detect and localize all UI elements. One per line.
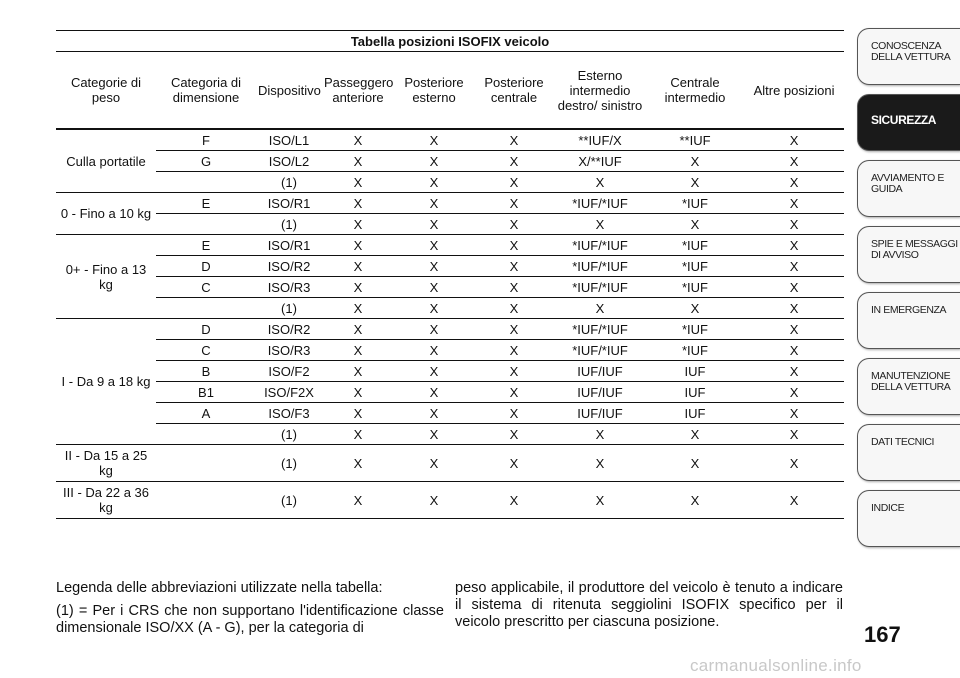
header-other-positions: Altre posizioni	[744, 52, 844, 130]
cell-other-positions: X	[744, 340, 844, 361]
sidebar-tab-avviamento[interactable]	[857, 160, 960, 217]
cell-size-category	[156, 482, 256, 519]
cell-other-positions: X	[744, 151, 844, 172]
table-row	[56, 340, 844, 361]
cell-other-positions: X	[744, 403, 844, 424]
cell-device: (1)	[256, 172, 322, 193]
cell-rear-center: X	[474, 129, 554, 151]
cell-center-intermediate: X	[646, 445, 744, 482]
cell-size-category	[156, 214, 256, 235]
cell-rear-center: X	[474, 382, 554, 403]
page-number: 167	[864, 622, 901, 647]
cell-device: (1)	[256, 482, 322, 519]
cell-size-category: F	[156, 129, 256, 151]
cell-front-passenger: X	[322, 445, 394, 482]
cell-center-intermediate: IUF	[646, 403, 744, 424]
cell-front-passenger: X	[322, 256, 394, 277]
legend-right-column	[455, 580, 843, 637]
cell-rear-center: X	[474, 424, 554, 445]
header-outer-intermediate: Esterno intermedio destro/ sinistro	[554, 52, 646, 130]
table-row	[56, 235, 844, 256]
cell-device: (1)	[256, 298, 322, 319]
cell-center-intermediate: IUF	[646, 382, 744, 403]
cell-other-positions: X	[744, 482, 844, 519]
table-row	[56, 277, 844, 298]
cell-rear-outer: X	[394, 129, 474, 151]
cell-front-passenger: X	[322, 277, 394, 298]
cell-front-passenger: X	[322, 403, 394, 424]
cell-front-passenger: X	[322, 214, 394, 235]
chapter-sidebar	[857, 28, 960, 556]
cell-rear-outer: X	[394, 340, 474, 361]
cell-device: ISO/L1	[256, 129, 322, 151]
table-row	[56, 424, 844, 445]
weight-category-cell: II - Da 15 a 25 kg	[56, 445, 156, 482]
cell-outer-intermediate: **IUF/X	[554, 129, 646, 151]
cell-size-category	[156, 172, 256, 193]
cell-device: ISO/R2	[256, 319, 322, 340]
cell-rear-center: X	[474, 277, 554, 298]
cell-rear-outer: X	[394, 256, 474, 277]
cell-center-intermediate: **IUF	[646, 129, 744, 151]
cell-size-category: E	[156, 235, 256, 256]
legend-note-part1: (1) = Per i CRS che non supportano l'identificazione classe dimensionale ISO/XX (A - G), per la categoria di	[56, 603, 444, 636]
table-row	[56, 319, 844, 340]
cell-center-intermediate: *IUF	[646, 256, 744, 277]
cell-front-passenger: X	[322, 424, 394, 445]
cell-device: ISO/R3	[256, 277, 322, 298]
sidebar-tab-indice[interactable]	[857, 490, 960, 547]
cell-other-positions: X	[744, 361, 844, 382]
cell-rear-center: X	[474, 151, 554, 172]
cell-rear-outer: X	[394, 445, 474, 482]
table-row	[56, 151, 844, 172]
cell-front-passenger: X	[322, 129, 394, 151]
cell-other-positions: X	[744, 172, 844, 193]
cell-rear-center: X	[474, 298, 554, 319]
cell-device: ISO/L2	[256, 151, 322, 172]
cell-other-positions: X	[744, 445, 844, 482]
header-rear-outer: Posteriore esterno	[394, 52, 474, 130]
cell-outer-intermediate: X	[554, 298, 646, 319]
cell-rear-center: X	[474, 403, 554, 424]
cell-rear-center: X	[474, 193, 554, 214]
cell-other-positions: X	[744, 298, 844, 319]
cell-front-passenger: X	[322, 193, 394, 214]
cell-center-intermediate: X	[646, 298, 744, 319]
sidebar-tab-label: MANUTENZIONE DELLA VETTURA	[871, 370, 951, 393]
cell-front-passenger: X	[322, 382, 394, 403]
cell-front-passenger: X	[322, 361, 394, 382]
cell-rear-center: X	[474, 214, 554, 235]
header-size-category: Categoria di dimensione	[156, 52, 256, 130]
cell-rear-center: X	[474, 482, 554, 519]
cell-front-passenger: X	[322, 298, 394, 319]
header-device: Dispositivo	[256, 52, 322, 130]
cell-rear-outer: X	[394, 151, 474, 172]
cell-device: ISO/R3	[256, 340, 322, 361]
sidebar-tab-label: DATI TECNICI	[871, 436, 935, 448]
cell-outer-intermediate: *IUF/*IUF	[554, 193, 646, 214]
cell-outer-intermediate: IUF/IUF	[554, 382, 646, 403]
cell-center-intermediate: X	[646, 172, 744, 193]
cell-outer-intermediate: X	[554, 445, 646, 482]
cell-rear-outer: X	[394, 298, 474, 319]
isofix-positions-table	[56, 30, 844, 519]
cell-outer-intermediate: X	[554, 482, 646, 519]
cell-center-intermediate: *IUF	[646, 340, 744, 361]
cell-rear-outer: X	[394, 172, 474, 193]
cell-rear-center: X	[474, 340, 554, 361]
cell-other-positions: X	[744, 277, 844, 298]
table-row	[56, 403, 844, 424]
legend-left-column	[56, 580, 444, 643]
table-row	[56, 172, 844, 193]
cell-other-positions: X	[744, 129, 844, 151]
cell-front-passenger: X	[322, 319, 394, 340]
cell-size-category: B	[156, 361, 256, 382]
weight-category-cell: III - Da 22 a 36 kg	[56, 482, 156, 519]
cell-front-passenger: X	[322, 340, 394, 361]
cell-center-intermediate: X	[646, 214, 744, 235]
cell-rear-outer: X	[394, 382, 474, 403]
cell-rear-center: X	[474, 361, 554, 382]
weight-category-cell: 0+ - Fino a 13 kg	[56, 235, 156, 319]
cell-size-category: D	[156, 319, 256, 340]
cell-device: ISO/F3	[256, 403, 322, 424]
cell-size-category	[156, 424, 256, 445]
cell-other-positions: X	[744, 235, 844, 256]
sidebar-tab-dati[interactable]	[857, 424, 960, 481]
sidebar-tab-label: IN EMERGENZA	[871, 304, 947, 316]
cell-device: ISO/R2	[256, 256, 322, 277]
cell-rear-outer: X	[394, 424, 474, 445]
table-row	[56, 214, 844, 235]
cell-outer-intermediate: X	[554, 214, 646, 235]
cell-front-passenger: X	[322, 151, 394, 172]
sidebar-tab-in[interactable]	[857, 292, 960, 349]
cell-size-category: D	[156, 256, 256, 277]
cell-center-intermediate: X	[646, 424, 744, 445]
watermark: carmanualsonline.info	[690, 656, 862, 675]
sidebar-tab-label: AVVIAMENTO E GUIDA	[871, 172, 944, 195]
cell-size-category: C	[156, 277, 256, 298]
sidebar-tab-label: SPIE E MESSAGGI DI AVVISO	[871, 238, 958, 261]
table-row	[56, 298, 844, 319]
table-row	[56, 361, 844, 382]
sidebar-tab-label: CONOSCENZA DELLA VETTURA	[871, 40, 951, 63]
cell-other-positions: X	[744, 319, 844, 340]
cell-outer-intermediate: *IUF/*IUF	[554, 340, 646, 361]
cell-rear-center: X	[474, 172, 554, 193]
sidebar-tab-spie[interactable]	[857, 226, 960, 283]
cell-rear-center: X	[474, 319, 554, 340]
cell-center-intermediate: *IUF	[646, 193, 744, 214]
cell-front-passenger: X	[322, 235, 394, 256]
sidebar-tab-label: INDICE	[871, 502, 905, 514]
table-row	[56, 256, 844, 277]
cell-size-category: G	[156, 151, 256, 172]
weight-category-cell: Culla portatile	[56, 129, 156, 193]
cell-rear-outer: X	[394, 235, 474, 256]
cell-size-category: E	[156, 193, 256, 214]
cell-outer-intermediate: IUF/IUF	[554, 403, 646, 424]
cell-outer-intermediate: *IUF/*IUF	[554, 256, 646, 277]
cell-rear-outer: X	[394, 319, 474, 340]
weight-category-cell: 0 - Fino a 10 kg	[56, 193, 156, 235]
cell-center-intermediate: *IUF	[646, 319, 744, 340]
cell-center-intermediate: *IUF	[646, 277, 744, 298]
cell-size-category: A	[156, 403, 256, 424]
cell-rear-center: X	[474, 235, 554, 256]
cell-other-positions: X	[744, 424, 844, 445]
cell-rear-center: X	[474, 256, 554, 277]
weight-category-cell: I - Da 9 a 18 kg	[56, 319, 156, 445]
cell-front-passenger: X	[322, 172, 394, 193]
sidebar-tab-manutenzione[interactable]	[857, 358, 960, 415]
cell-rear-outer: X	[394, 193, 474, 214]
cell-outer-intermediate: IUF/IUF	[554, 361, 646, 382]
cell-device: ISO/R1	[256, 193, 322, 214]
table-row	[56, 482, 844, 519]
cell-device: (1)	[256, 214, 322, 235]
cell-device: ISO/F2X	[256, 382, 322, 403]
table-title: Tabella posizioni ISOFIX veicolo	[56, 31, 844, 52]
header-front-passenger: Passeggero anteriore	[322, 52, 394, 130]
cell-other-positions: X	[744, 193, 844, 214]
cell-device: (1)	[256, 424, 322, 445]
cell-size-category: C	[156, 340, 256, 361]
cell-center-intermediate: IUF	[646, 361, 744, 382]
table-row	[56, 129, 844, 151]
cell-outer-intermediate: X	[554, 424, 646, 445]
header-rear-center: Posteriore centrale	[474, 52, 554, 130]
cell-outer-intermediate: *IUF/*IUF	[554, 235, 646, 256]
cell-outer-intermediate: *IUF/*IUF	[554, 277, 646, 298]
sidebar-tab-conoscenza[interactable]	[857, 28, 960, 85]
table-row	[56, 382, 844, 403]
cell-rear-outer: X	[394, 403, 474, 424]
cell-rear-outer: X	[394, 361, 474, 382]
cell-size-category	[156, 298, 256, 319]
header-center-intermediate: Centrale intermedio	[646, 52, 744, 130]
table-body	[56, 129, 844, 519]
cell-other-positions: X	[744, 382, 844, 403]
cell-rear-outer: X	[394, 214, 474, 235]
cell-outer-intermediate: X	[554, 172, 646, 193]
cell-device: ISO/R1	[256, 235, 322, 256]
cell-other-positions: X	[744, 214, 844, 235]
sidebar-tab-label: SICUREZZA	[871, 113, 937, 127]
legend-intro: Legenda delle abbreviazioni utilizzate nella tabella:	[56, 580, 383, 596]
table-row	[56, 193, 844, 214]
cell-other-positions: X	[744, 256, 844, 277]
legend-note-part2: peso applicabile, il produttore del veicolo è tenuto a indicare il sistema di ritenuta seggiolini ISOFIX specifico per il veicolo prescritto per ciascuna posizione.	[455, 580, 843, 630]
cell-center-intermediate: *IUF	[646, 235, 744, 256]
cell-device: ISO/F2	[256, 361, 322, 382]
cell-device: (1)	[256, 445, 322, 482]
cell-outer-intermediate: *IUF/*IUF	[554, 319, 646, 340]
cell-rear-outer: X	[394, 277, 474, 298]
cell-front-passenger: X	[322, 482, 394, 519]
cell-size-category: B1	[156, 382, 256, 403]
cell-center-intermediate: X	[646, 151, 744, 172]
cell-rear-center: X	[474, 445, 554, 482]
table-row	[56, 445, 844, 482]
cell-rear-outer: X	[394, 482, 474, 519]
cell-outer-intermediate: X/**IUF	[554, 151, 646, 172]
header-weight-category: Categorie di peso	[56, 52, 156, 130]
cell-center-intermediate: X	[646, 482, 744, 519]
cell-size-category	[156, 445, 256, 482]
sidebar-tab-sicurezza[interactable]	[857, 94, 960, 151]
